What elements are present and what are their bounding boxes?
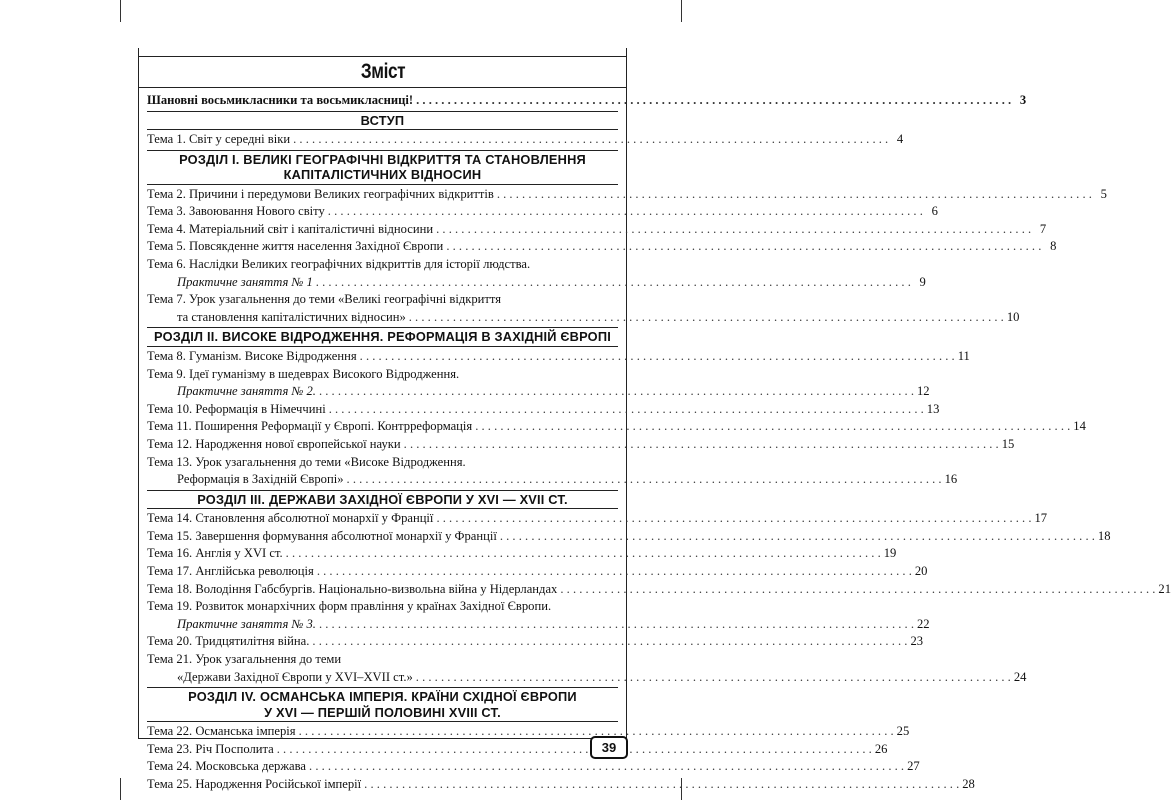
page-number: 39 (601, 740, 617, 755)
toc-entry-title: Тема 24. Московська держава (147, 759, 307, 774)
toc-entry (147, 238, 1057, 256)
toc-entry-page: 16 (944, 472, 958, 487)
toc-entry-page: 7 (1039, 221, 1047, 236)
section-heading (147, 150, 618, 185)
toc-entry-page: 12 (917, 384, 930, 399)
toc-entry-title: Шановні восьмикласники та восьмикласниці! (147, 93, 414, 107)
toc-entry-page: 27 (907, 759, 920, 774)
toc-entry (147, 741, 888, 759)
leader-dots (312, 633, 907, 651)
toc-entry-page: 13 (926, 401, 940, 416)
page-number-badge (590, 736, 628, 759)
toc-entry-title: Тема 3. Завоювання Нового світу (147, 204, 325, 219)
leader-dots (316, 274, 911, 292)
leader-dots (409, 309, 1004, 327)
toc-entry-title: Реформація в Західній Європі» (177, 472, 344, 487)
toc-entry-line: Тема 13. Урок узагальнення до теми «Високе Відродження. (147, 454, 466, 469)
section-heading (147, 490, 618, 510)
section-heading-line: РОЗДІЛ ІІІ. ДЕРЖАВИ ЗАХІДНОЇ ЄВРОПИ У XVI — XVII СТ. (197, 491, 568, 507)
toc-entry-title: Тема 1. Світ у середні віки (147, 132, 291, 147)
leader-dots (404, 436, 999, 454)
toc-entry-title: «Держави Західної Європи у XVI–XVII ст.» (177, 669, 413, 684)
crop-mark-bottom-left (120, 778, 121, 800)
toc-entry (147, 633, 924, 651)
toc-entry (147, 348, 970, 366)
toc-entry (147, 203, 938, 221)
leader-dots (328, 203, 923, 221)
toc-entry-page: 3 (1019, 93, 1027, 107)
toc-entry-line: Тема 9. Ідеї гуманізму в шедеврах Високого Відродження. (147, 366, 460, 381)
crop-mark-top-left (120, 0, 121, 22)
leader-dots (416, 92, 1011, 110)
toc-entry (147, 510, 1048, 528)
toc-entry-page: 25 (896, 724, 910, 739)
leader-dots (347, 471, 942, 489)
leader-dots (497, 186, 1092, 204)
toc-entry (147, 401, 940, 419)
toc-entry-title: Тема 15. Завершення формування абсолютної монархії у Франції (147, 528, 497, 543)
toc-entry (147, 131, 904, 149)
toc-entry (147, 669, 1027, 687)
toc-entry-page: 5 (1100, 186, 1107, 201)
toc-entry (147, 758, 920, 776)
toc-entry (147, 309, 1020, 327)
leader-dots (500, 528, 1095, 546)
toc-entry-page: 21 (1158, 581, 1171, 596)
toc-entry-line: Тема 7. Урок узагальнення до теми «Великі географічні відкриття (147, 292, 502, 307)
toc-entry-title: Тема 23. Річ Посполита (147, 741, 274, 756)
toc-entry-title: Тема 12. Народження нової європейської науки (147, 436, 401, 451)
leader-dots (309, 758, 904, 776)
toc-entry-page: 23 (910, 634, 924, 649)
toc-entry-page: 9 (919, 274, 926, 289)
crop-mark-top-right (681, 0, 682, 22)
leader-dots (436, 510, 1031, 528)
toc-entry-title: Тема 18. Володіння Габсбургів. Національно-визвольна війна у Нідерландах (147, 581, 558, 596)
toc-entry-title: Тема 5. Повсякденне життя населення Західної Європи (147, 239, 444, 254)
toc-entry (147, 528, 1111, 546)
toc-entry-title: Тема 20. Тридцятилітня війна. (147, 634, 310, 649)
toc-entry-title: Тема 17. Англійська революція (147, 563, 314, 578)
toc-entry (147, 436, 1015, 454)
leader-dots (329, 401, 924, 419)
toc-entry-page: 24 (1013, 669, 1027, 684)
toc-entry-page: 4 (896, 132, 904, 147)
leader-dots (317, 563, 912, 581)
title-bar (139, 56, 626, 88)
leader-dots (360, 348, 955, 366)
toc-entry-page: 19 (883, 546, 897, 561)
leader-dots (416, 669, 1011, 687)
section-heading-line: РОЗДІЛ IV. ОСМАНСЬКА ІМПЕРІЯ. КРАЇНИ СХІДНОЇ ЄВРОПИ (188, 689, 577, 705)
toc-entry-title: Тема 2. Причини і передумови Великих географічних відкриттів (147, 186, 494, 201)
toc-entry-title: Тема 16. Англія у XVI ст. (147, 546, 283, 561)
leader-dots (560, 581, 1155, 599)
toc-entry-page: 15 (1001, 436, 1015, 451)
toc-entry-title: Тема 8. Гуманізм. Високе Відродження (147, 348, 357, 363)
section-heading (147, 687, 618, 722)
toc-entry-title: Практичне заняття № 3. (177, 616, 316, 631)
toc-entry-title: та становлення капіталістичних відносин» (177, 309, 406, 324)
toc-entry-page: 28 (962, 776, 975, 791)
toc-entry (147, 563, 928, 581)
section-heading-line: РОЗДІЛ ІІ. ВИСОКЕ ВІДРОДЖЕННЯ. РЕФОРМАЦІЯ В ЗАХІДНІЙ ЄВРОПІ (154, 329, 611, 345)
toc-entry (147, 186, 1107, 204)
toc-entry-title: Тема 11. Поширення Реформації у Європі. Контрреформація (147, 419, 473, 434)
toc-entry-page: 10 (1006, 309, 1020, 324)
toc-entry (147, 92, 1027, 110)
leader-dots (364, 776, 959, 794)
toc-entry (147, 723, 910, 741)
leader-dots (319, 383, 914, 401)
table-of-contents (147, 92, 1171, 794)
toc-entry-title: Тема 25. Народження Російської імперії (147, 776, 362, 791)
toc-entry (147, 383, 930, 401)
page-title: Зміст (360, 60, 405, 83)
toc-entry (147, 616, 930, 634)
toc-entry (147, 274, 926, 292)
leader-dots (436, 221, 1031, 239)
toc-entry (147, 418, 1086, 436)
toc-entry-line: Тема 19. Розвиток монархічних форм правління у країнах Західної Європи. (147, 599, 552, 614)
toc-entry-title: Практичне заняття № 2. (177, 384, 316, 399)
toc-entry-title: Тема 22. Османська імперія (147, 724, 296, 739)
section-heading-line: РОЗДІЛ І. ВЕЛИКІ ГЕОГРАФІЧНІ ВІДКРИТТЯ ТА СТАНОВЛЕННЯ (179, 151, 586, 167)
toc-entry-title: Практичне заняття № 1 (177, 274, 313, 289)
toc-entry (147, 776, 975, 794)
toc-entry-line: Тема 21. Урок узагальнення до теми (147, 651, 342, 666)
section-heading (147, 111, 618, 131)
leader-dots (293, 131, 888, 149)
toc-entry-page: 17 (1034, 511, 1048, 526)
toc-entry-page: 18 (1097, 528, 1111, 543)
toc-entry-page: 22 (917, 616, 930, 631)
leader-dots (446, 238, 1041, 256)
section-heading (147, 327, 618, 347)
section-heading-line: ВСТУП (360, 112, 405, 128)
toc-entry-title: Тема 4. Матеріальний світ і капіталістичні відносини (147, 221, 434, 236)
toc-entry-line: Тема 6. Наслідки Великих географічних відкриттів для історії людства. (147, 257, 531, 272)
toc-entry-page: 11 (957, 348, 970, 363)
leader-dots (475, 418, 1070, 436)
leader-dots (277, 741, 872, 759)
toc-entry (147, 221, 1047, 239)
toc-entry-title: Тема 10. Реформація в Німеччині (147, 401, 326, 416)
leader-dots (319, 616, 914, 634)
toc-entry-page: 6 (931, 204, 938, 219)
toc-entry-page: 14 (1073, 419, 1086, 434)
section-heading-line: У XVI — ПЕРШІЙ ПОЛОВИНІ XVIII СТ. (264, 704, 501, 720)
toc-entry-page: 20 (914, 563, 928, 578)
toc-entry (147, 545, 897, 563)
toc-entry-page: 8 (1050, 239, 1057, 254)
toc-entry (147, 471, 958, 489)
toc-entry-title: Тема 14. Становлення абсолютної монархії у Франції (147, 511, 434, 526)
toc-entry (147, 581, 1171, 599)
toc-entry-page: 26 (874, 741, 888, 756)
section-heading-line: КАПІТАЛІСТИЧНИХ ВІДНОСИН (283, 167, 482, 183)
leader-dots (286, 545, 881, 563)
